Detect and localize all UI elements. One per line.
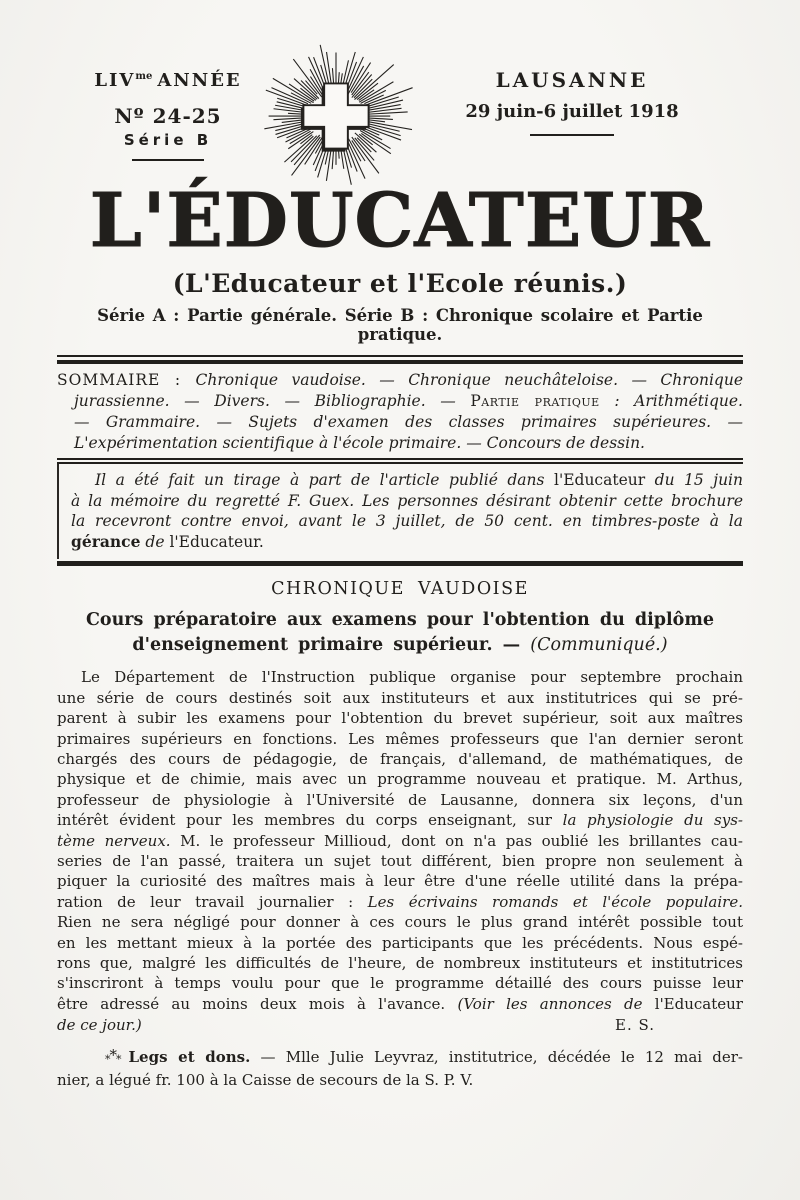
sommaire-text: jurassienne. — Divers. — Bibliographie. — — [74, 392, 471, 411]
article-line — [57, 831, 743, 851]
sommaire-line — [57, 412, 743, 433]
article-text-italic: la physiologie du sys- — [562, 811, 743, 830]
divider-thick — [57, 561, 743, 566]
sunburst-swiss-cross-icon — [252, 42, 420, 198]
article-line: professeur de physiologie à l'Université de Lausanne, donnera six leçons, d'un — [57, 790, 743, 809]
notice-text: du 15 juin — [645, 471, 743, 490]
year-label — [78, 70, 258, 91]
notice-text: de — [140, 532, 170, 551]
legs-title: Legs et dons. — [128, 1047, 251, 1066]
legs-line: nier, a légué fr. 100 à la Caisse de secours de la S. P. V. — [57, 1070, 474, 1089]
legs-note — [57, 1045, 743, 1091]
year-roman: LIV — [94, 70, 136, 91]
sommaire-block — [57, 370, 743, 454]
notice-line — [71, 511, 743, 532]
article-line: rons que, malgré les difficultés de l'heure, de nombreux instituteurs et institutrices — [57, 953, 743, 972]
article-text: M. le professeur Millioud, dont on n'a pas oublié les brillantes cau- — [170, 831, 743, 850]
city-label: LAUSANNE — [495, 68, 649, 92]
notice-line — [71, 470, 743, 491]
article-line: Rien ne sera négligé pour donner à ces cours le plus grand intérêt possible tout — [57, 913, 743, 932]
article-line: physique et de chimie, mais avec un programme nouveau et pratique. M. Arthus, — [57, 770, 743, 789]
series-label: Série B — [123, 131, 213, 149]
notice-text: la recevront contre envoi, avant le 3 juillet, de 50 cent. en timbres-poste à la — [71, 512, 743, 531]
article-line: piquer la curiosité des maîtres mais à leur être d'une réelle utilité dans la prépa- — [57, 872, 743, 891]
article-line: en les mettant mieux à la portée des participants que les précédents. Nous espé- — [57, 933, 743, 952]
divider-thick-double — [57, 355, 743, 364]
communique-label: (Communiqué.) — [530, 635, 668, 656]
notice-text: à la mémoire du regretté F. Guex. Les personnes désirant obtenir cette brochure — [71, 491, 743, 510]
article-text-italic: (Voir les annonces de — [457, 994, 655, 1013]
issue-number: Nº 24-25 — [114, 104, 222, 128]
article-line: une série de cours destinés soit aux instituteurs et aux institutrices qui se pré- — [57, 688, 743, 707]
article-heading — [57, 608, 743, 658]
article-text-italic: Les écrivains romands et l'école populaire. — [367, 892, 743, 911]
notice-line — [71, 532, 743, 553]
article-heading-line — [57, 633, 743, 658]
article-line: Le Département de l'Instruction publique organise pour septembre prochain — [81, 668, 743, 687]
header-right-rule — [530, 134, 614, 136]
main-column — [57, 178, 743, 1091]
section-title: CHRONIQUE VAUDOISE — [271, 579, 529, 600]
sommaire-line — [57, 391, 743, 412]
article-line: parent à subir les examens pour l'obtention du brevet supérieur, soit aux maîtres — [57, 709, 743, 728]
article-line — [57, 994, 743, 1014]
journal-name: l'Educateur — [654, 994, 743, 1013]
article-line — [57, 810, 743, 830]
article-line: chargés des cours de pédagogie, de français, d'allemand, de mathématiques, de — [57, 749, 743, 768]
sommaire-line — [57, 433, 743, 454]
sommaire-text: Chronique vaudoise. — Chronique neuchâteloise. — Chronique — [195, 371, 743, 390]
article-text-italic: tème nerveux. — [57, 831, 171, 850]
article-text-italic: de ce jour.) — [57, 1016, 142, 1035]
article-line: s'inscriront à temps voulu pour que le programme détaillé des cours puisse leur — [57, 974, 743, 993]
article-last-line — [57, 1015, 743, 1035]
article-text: ration de leur travail journalier : — [57, 892, 368, 911]
header-left-rule — [132, 159, 204, 161]
article-heading-line: Cours préparatoire aux examens pour l'obtention du diplôme — [85, 610, 715, 631]
legs-line — [57, 1045, 743, 1070]
notice-text: Il a été fait un tirage à part de l'article publié dans — [95, 471, 554, 490]
legs-text: — Mlle Julie Leyvraz, institutrice, décédée le 12 mai der- — [250, 1047, 743, 1066]
series-description: Série A : Partie générale. Série B : Chronique scolaire et Partie pratique. — [97, 306, 703, 345]
signature: E. S. — [615, 1016, 655, 1035]
article-text: être adressé au moins deux mois à l'avance. — [57, 994, 458, 1013]
article-line: primaires supérieurs en fonctions. Les mêmes professeurs que l'an dernier seront — [57, 729, 743, 748]
partie-pratique-label: Partie pratique — [470, 392, 600, 411]
masthead-title: L'ÉDUCATEUR — [89, 178, 711, 264]
sommaire-line — [57, 370, 743, 391]
journal-name: l'Educateur — [553, 471, 646, 490]
journal-name: l'Educateur. — [169, 532, 264, 551]
issue-date: 29 juin-6 juillet 1918 — [465, 101, 679, 122]
notice-block — [57, 464, 743, 559]
masthead-subtitle: (L'Educateur et l'Ecole réunis.) — [172, 269, 628, 299]
sommaire-text: — Grammaire. — Sujets d'examen des classes primaires supérieures. — — [74, 413, 743, 432]
header-left-block — [78, 70, 258, 161]
article-line: series de l'an passé, traitera un sujet tout différent, bien propre non seulement à — [57, 851, 743, 870]
article-body — [57, 667, 743, 1035]
sommaire-text: : Arithmétique. — [599, 392, 743, 411]
notice-line — [71, 491, 743, 512]
year-ordinal-sup: me — [135, 71, 153, 82]
asterism-icon: *** — [105, 1045, 122, 1066]
header-right-block — [452, 68, 692, 136]
article-line — [57, 892, 743, 912]
gerance-label: gérance — [71, 531, 141, 551]
year-word: ANNÉE — [157, 70, 242, 91]
article-heading-text: d'enseignement primaire supérieur. — — [132, 635, 531, 656]
sommaire-label: SOMMAIRE : — [57, 371, 196, 390]
sommaire-text: L'expérimentation scientifique à l'école primaire. — Concours de dessin. — [74, 434, 645, 453]
article-text: intérêt évident pour les membres du corps enseignant, sur — [57, 811, 563, 830]
